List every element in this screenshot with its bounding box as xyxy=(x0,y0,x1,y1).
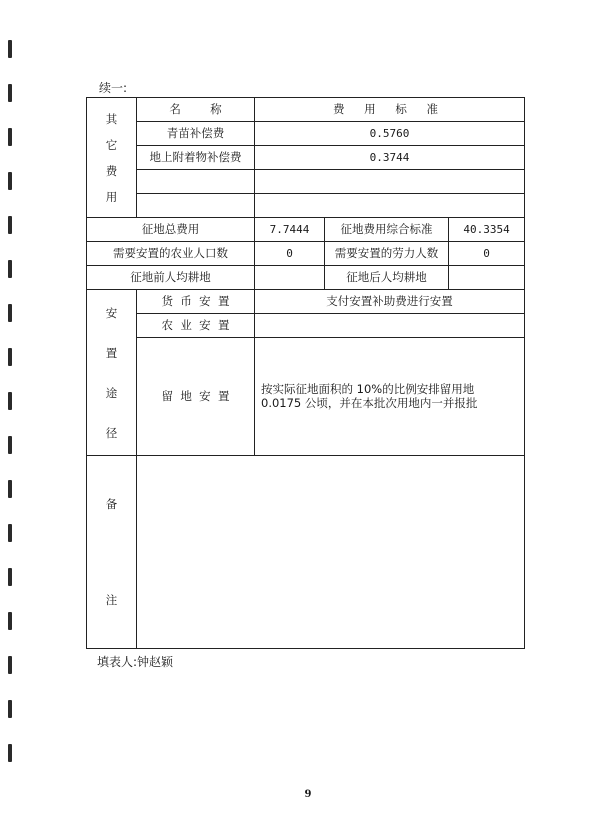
binding-hole xyxy=(8,392,12,410)
binding-hole xyxy=(8,172,12,190)
binding-hole xyxy=(8,304,12,322)
binding-hole xyxy=(8,568,12,586)
binding-hole xyxy=(8,84,12,102)
fee-value-cell: 0.3744 xyxy=(255,146,525,170)
total-fee-label: 征地总费用 xyxy=(87,218,255,242)
binding-hole xyxy=(8,700,12,718)
fee-name-cell xyxy=(137,194,255,218)
fee-value-cell xyxy=(255,170,525,194)
resettlement-desc-cell xyxy=(255,314,525,338)
binding-hole xyxy=(8,216,12,234)
remarks-group-label: 备 注 xyxy=(87,456,137,649)
resettlement-type-cell: 留 地 安 置 xyxy=(137,338,255,456)
binding-hole xyxy=(8,128,12,146)
binding-hole xyxy=(8,40,12,58)
agri-population-value: 0 xyxy=(255,242,325,266)
farmland-after-label: 征地后人均耕地 xyxy=(325,266,449,290)
other-fees-group-label: 其 它 费 用 xyxy=(87,98,137,218)
agri-population-label: 需要安置的农业人口数 xyxy=(87,242,255,266)
binding-hole xyxy=(8,656,12,674)
remarks-content xyxy=(137,456,525,649)
form-filler xyxy=(97,653,173,670)
resettlement-type-cell: 农 业 安 置 xyxy=(137,314,255,338)
land-acquisition-fee-table xyxy=(86,97,525,649)
resettlement-desc-cell: 按实际征地面积的 10%的比例安排留用地 0.0175 公顷，并在本批次用地内一并报批 xyxy=(255,338,525,456)
composite-standard-label: 征地费用综合标准 xyxy=(325,218,449,242)
binding-hole xyxy=(8,524,12,542)
labor-count-label: 需要安置的劳力人数 xyxy=(325,242,449,266)
filler-name: 钟赵颖 xyxy=(137,655,174,669)
column-header-standard: 费 用 标 准 xyxy=(255,98,525,122)
binding-hole xyxy=(8,260,12,278)
labor-count-value: 0 xyxy=(449,242,525,266)
resettlement-desc-cell: 支付安置补助费进行安置 xyxy=(255,290,525,314)
fee-name-cell: 地上附着物补偿费 xyxy=(137,146,255,170)
continuation-label: 续一: xyxy=(99,81,128,95)
fee-name-cell xyxy=(137,170,255,194)
filler-label: 填表人: xyxy=(97,655,138,669)
binding-hole xyxy=(8,612,12,630)
farmland-before-value xyxy=(255,266,325,290)
resettlement-group-label: 安 置 途 径 xyxy=(87,290,137,456)
total-fee-value: 7.7444 xyxy=(255,218,325,242)
fee-value-cell: 0.5760 xyxy=(255,122,525,146)
binding-hole xyxy=(8,480,12,498)
binding-hole xyxy=(8,348,12,366)
farmland-before-label: 征地前人均耕地 xyxy=(87,266,255,290)
composite-standard-value: 40.3354 xyxy=(449,218,525,242)
binding-hole xyxy=(8,744,12,762)
fee-name-cell: 青苗补偿费 xyxy=(137,122,255,146)
binding-hole xyxy=(8,436,12,454)
fee-value-cell xyxy=(255,194,525,218)
column-header-name: 名 称 xyxy=(137,98,255,122)
farmland-after-value xyxy=(449,266,525,290)
resettlement-type-cell: 货 币 安 置 xyxy=(137,290,255,314)
page-number: 9 xyxy=(304,789,312,800)
